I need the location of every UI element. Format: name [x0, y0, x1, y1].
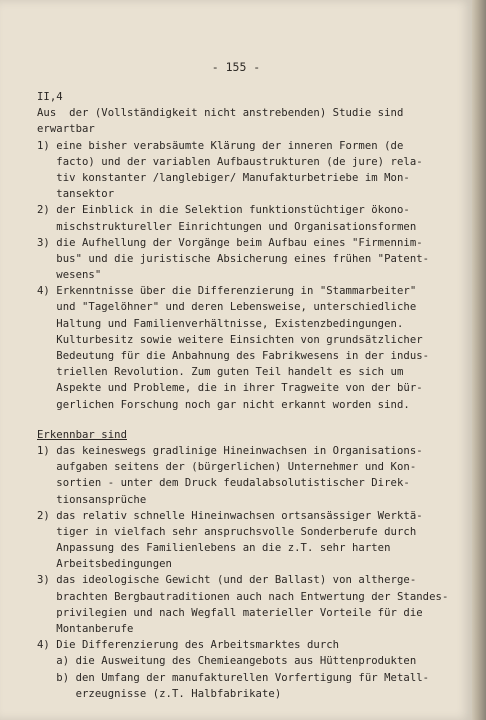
text-line: facto) und der variablen Aufbaustrukturen (de jure) rela- [37, 155, 423, 168]
text-line: aufgaben seitens der (bürgerlichen) Unternehmer und Kon- [37, 461, 417, 474]
text-line: erwartbar [37, 123, 95, 136]
text-line: 1) das keineswegs gradlinige Hineinwachsen in Organisations- [37, 444, 423, 457]
text-line: b) den Umfang der manufakturellen Vorfertigung für Metall- [37, 671, 430, 684]
text-line: tansektor [37, 188, 115, 201]
text-line: triellen Revolution. Zum guten Teil handelt es sich um [37, 366, 404, 379]
text-line: sortien - unter dem Druck feudalabsolutistischer Direk- [37, 477, 410, 490]
text-line: Anpassung des Familienlebens an die z.T. sehr harten [37, 542, 391, 555]
text-line: 2) der Einblick in die Selektion funktionstüchtiger ökono- [37, 204, 410, 217]
text-line: tiger in vielfach sehr anspruchsvolle Sonderberufe durch [37, 525, 417, 538]
text-line [37, 413, 462, 427]
text-line: II,4 [37, 91, 63, 103]
text-line: 4) Die Differenzierung des Arbeitsmarktes durch [37, 639, 340, 652]
text-line: Haltung und Familienverhältnisse, Existenzbedingungen. [37, 317, 404, 330]
text-line: erzeugnisse (z.T. Halbfabrikate) [37, 687, 282, 700]
text-line: Arbeitsbedingungen [37, 558, 172, 571]
text-line: Aus der (Vollständigkeit nicht anstrebenden) Studie sind [37, 107, 404, 120]
text-line: mischstruktureller Einrichtungen und Organisationsformen [37, 220, 417, 233]
text-line: tiv konstanter /langlebiger/ Manufakturbetriebe im Mon- [37, 171, 410, 184]
text-line: Aspekte und Probleme, die in ihrer Tragweite von der bür- [37, 382, 423, 395]
typed-text-body [37, 89, 462, 702]
text-line: tionsansprüche [37, 493, 147, 506]
text-line: a) die Ausweitung des Chemieangebots aus Hüttenprodukten [37, 655, 417, 668]
text-line: 1) eine bisher verabsäumte Klärung der inneren Formen (de [37, 139, 404, 152]
text-line: 2) das relativ schnelle Hineinwachsen ortsansässiger Werktä- [37, 509, 423, 522]
text-line: brachten Bergbautraditionen auch nach Entwertung der Standes- [37, 590, 449, 603]
text-line: 3) die Aufhellung der Vorgänge beim Aufbau eines "Firmennim- [37, 236, 423, 249]
text-line: 3) das ideologische Gewicht (und der Ballast) von altherge- [37, 574, 417, 587]
text-line: bus" und die juristische Absicherung eines frühen "Patent- [37, 252, 430, 265]
text-line: und "Tagelöhner" und deren Lebensweise, unterschiedliche [37, 301, 417, 314]
text-line: Bedeutung für die Anbahnung des Fabrikwesens in der indus- [37, 350, 430, 362]
page-edge [472, 0, 486, 720]
text-line: Kulturbesitz sowie weitere Einsichten von grundsätzlicher [37, 333, 423, 346]
text-line: privilegien und nach Wegfall materieller Vorteile für die [37, 606, 423, 619]
text-line: Montanberufe [37, 623, 134, 635]
page-number: - 155 - [211, 60, 261, 74]
text-line: 4) Erkenntnisse über die Differenzierung in "Stammarbeiter" [37, 285, 417, 298]
text-line: wesens" [37, 269, 102, 282]
section-heading: Erkennbar sind [37, 428, 127, 441]
text-line: gerlichen Forschung noch gar nicht erkannt worden sind. [37, 398, 410, 411]
